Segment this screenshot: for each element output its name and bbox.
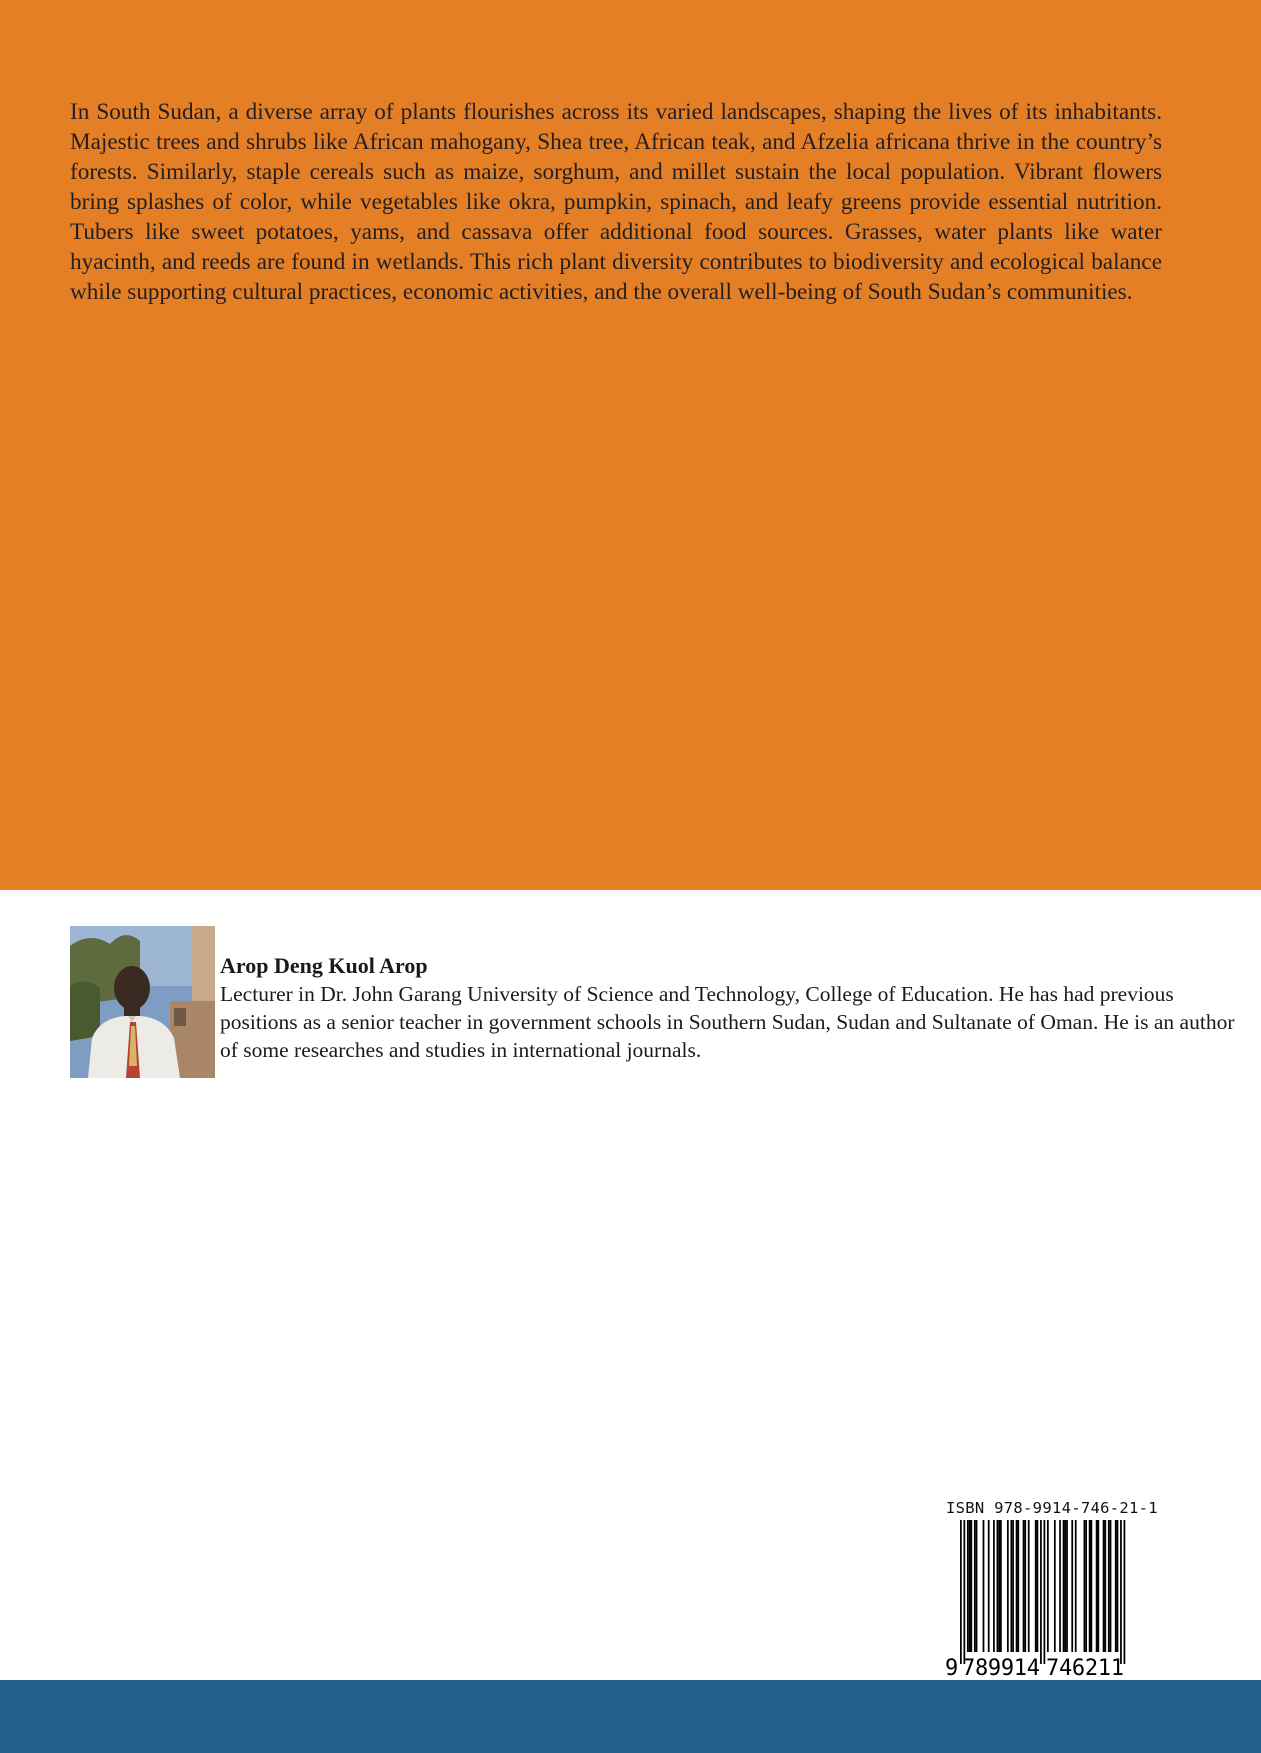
barcode-bar [1028,1520,1030,1652]
barcode-bar [1010,1520,1012,1652]
barcode-bar [1000,1520,1002,1652]
author-photo [70,926,215,1078]
barcode-bar [1037,1520,1039,1652]
barcode-bar [997,1520,999,1652]
barcode-bar [1085,1520,1087,1652]
barcode-bar [1016,1520,1018,1652]
barcode-bar [976,1520,978,1652]
author-bio: Lecturer in Dr. John Garang University of Science and Technology, College of Education. He has had previous positions as a senior teacher in government schools in Southern Sudan, Sudan and Sultanate of Oman. He is an author of some researches and studies in international journals. [220,982,1235,1062]
barcode-bar [1023,1520,1025,1652]
barcode-digits-right: 746211 [1046,1656,1124,1680]
author-text-block [220,952,1238,1064]
barcode-bar [1089,1520,1091,1652]
barcode-digits-left: 789914 [962,1656,1040,1680]
barcode-bar [1040,1520,1042,1664]
barcode-bar [983,1520,985,1652]
barcode-bar [1110,1520,1112,1652]
barcode-bar [969,1520,971,1652]
barcode-bar [1071,1520,1073,1652]
barcode-bar [1104,1520,1106,1652]
back-cover-blurb: In South Sudan, a diverse array of plants flourishes across its varied landscapes, shaping the lives of its inhabitants. Majestic trees and shrubs like African mahogany, Shea tree, African teak, and Afzelia africana thrive in the country’s forests. Similarly, staple cereals such as maize, sorghum, and millet sustain the local population. Vibrant flowers bring splashes of color, while vegetables like okra, pumpkin, spinach, and leafy greens provide essential nutrition. Tubers like sweet potatoes, yams, and cassava offer additional food sources. Grasses, water plants like water hyacinth, and reeds are found in wetlands. This rich plant diversity contributes to biodiversity and ecological balance while supporting cultural practices, economic activities, and the overall well-being of South Sudan’s communities. [70,99,1162,305]
barcode-bar [1017,1520,1019,1652]
author-section [70,926,1235,1080]
barcode-first-digit: 9 [945,1656,959,1680]
barcode-bar [1103,1520,1105,1652]
barcode-bar [1108,1520,1110,1652]
barcode-bar [1124,1520,1126,1664]
barcode-bar [1012,1520,1014,1652]
barcode-bar [988,1520,990,1652]
barcode-bar [1115,1520,1117,1652]
barcode-bar [1120,1520,1122,1664]
barcode-bar [993,1520,995,1652]
barcode-bar [970,1520,972,1652]
barcode-bar [960,1520,962,1664]
barcode-bar [967,1520,969,1652]
isbn-label: ISBN 978-9914-746-21-1 [946,1499,1158,1517]
barcode-bar [1096,1520,1098,1652]
barcode-bar [1066,1520,1068,1652]
barcode-bar [1091,1520,1093,1652]
barcode-bar [1007,1520,1009,1652]
barcode-bar [1084,1520,1086,1652]
barcode-image [944,1520,1154,1680]
barcode-bar [1035,1520,1037,1652]
footer-band [0,1680,1261,1753]
barcode-bar [1063,1520,1065,1652]
barcode-bar [963,1520,965,1664]
barcode-bar [1064,1520,1066,1652]
barcode-bar [998,1520,1000,1652]
barcode-bar [1117,1520,1119,1652]
author-name: Arop Deng Kuol Arop [220,953,428,978]
isbn-barcode-block [944,1496,1164,1681]
barcode-bar [1044,1520,1046,1664]
barcode-bar [1075,1520,1077,1652]
barcode-bar [1024,1520,1026,1652]
barcode-bar [974,1520,976,1652]
barcode-bar [1047,1520,1049,1652]
barcode-bar [1054,1520,1056,1652]
barcode-bar [1059,1520,1061,1652]
barcode-bar [1097,1520,1099,1652]
